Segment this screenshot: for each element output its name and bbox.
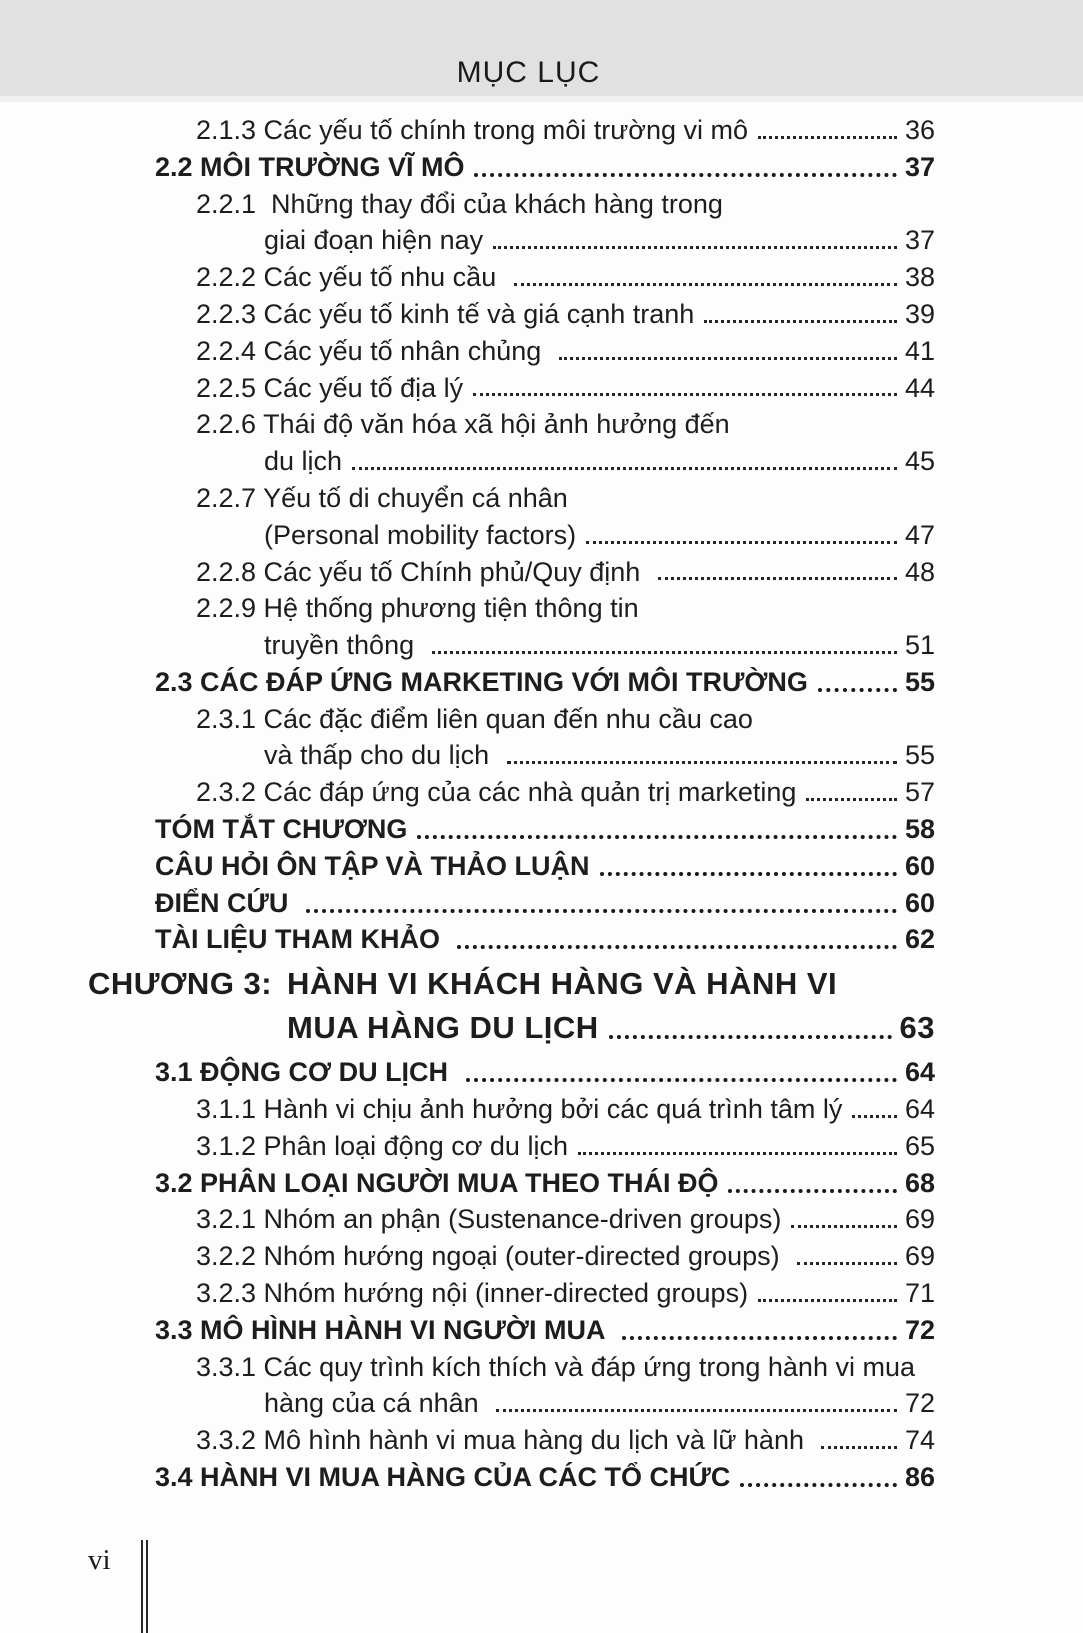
toc-entry-text: 2.3.2 Các đáp ứng của các nhà quản trị marketing <box>196 777 797 808</box>
dot-leader <box>474 173 896 177</box>
toc-entry-text: HÀNH VI KHÁCH HÀNG VÀ HÀNH VI <box>287 965 838 1001</box>
toc-entry-row <box>88 846 935 883</box>
toc-page-number: 48 <box>904 556 935 587</box>
dot-leader <box>758 136 897 139</box>
toc-entry-text: 2.2.7 Yếu tố di chuyển cá nhân <box>196 482 568 513</box>
toc-entry-text: hàng của cá nhân <box>264 1388 487 1419</box>
toc-page-number: 72 <box>904 1388 935 1419</box>
toc-page-number: 55 <box>904 666 935 697</box>
dot-leader <box>507 761 897 764</box>
toc-entry-row <box>88 1420 935 1457</box>
toc-page-number: 36 <box>904 114 935 145</box>
toc-page-number: 39 <box>904 298 935 329</box>
chapter-label: CHƯƠNG 3: <box>88 965 273 1001</box>
dot-leader <box>758 1299 897 1302</box>
dot-leader <box>821 1446 896 1449</box>
toc-entry-text: 2.2.9 Hệ thống phương tiện thông tin <box>196 593 639 624</box>
dot-leader <box>740 1483 897 1487</box>
toc-entry-text: du lịch <box>264 446 343 477</box>
dot-leader <box>600 872 897 876</box>
toc-entry-text: 3.2.3 Nhóm hướng nội (inner-directed groups) <box>196 1278 749 1309</box>
dot-leader <box>493 246 897 249</box>
toc-page-number: 72 <box>904 1314 935 1345</box>
toc-entry-row <box>88 1347 935 1384</box>
toc-entry-text: 3.1.2 Phân loại động cơ du lịch <box>196 1130 568 1161</box>
toc-entry-row <box>88 147 935 184</box>
toc-entry-row <box>88 368 935 405</box>
dot-leader <box>559 357 897 360</box>
toc-entry-row <box>88 1200 935 1237</box>
toc <box>88 110 935 1494</box>
toc-entry-text: CÂU HỎI ÔN TẬP VÀ THẢO LUẬN <box>155 850 590 881</box>
toc-entry-text: ĐIỂN CỨU <box>155 887 296 918</box>
toc-page-number: 71 <box>904 1278 935 1309</box>
toc-entry-row <box>88 625 935 662</box>
toc-page-number: 45 <box>904 446 935 477</box>
toc-entry-text: 2.2 MÔI TRƯỜNG VĨ MÔ <box>155 151 465 182</box>
dot-leader <box>496 1409 897 1412</box>
toc-entry-row <box>88 515 935 552</box>
toc-page-number: 64 <box>904 1094 935 1125</box>
toc-page-number: 64 <box>904 1057 935 1088</box>
dot-leader <box>432 651 897 654</box>
toc-entry-text: 3.3.2 Mô hình hành vi mua hàng du lịch và lữ hành <box>196 1425 812 1456</box>
toc-page-number: 62 <box>904 924 935 955</box>
toc-page-number: 38 <box>904 262 935 293</box>
toc-entry-text: và thấp cho du lịch <box>264 740 497 771</box>
toc-entry-text: 3.3 MÔ HÌNH HÀNH VI NGƯỜI MUA <box>155 1314 612 1345</box>
toc-entry-row <box>88 699 935 736</box>
dot-leader <box>457 945 896 949</box>
dot-leader <box>728 1189 896 1193</box>
toc-entry-row <box>88 1052 935 1089</box>
toc-entry-text: 3.1 ĐỘNG CƠ DU LỊCH <box>155 1057 456 1088</box>
dot-leader <box>622 1336 897 1340</box>
toc-entry-row <box>88 662 935 699</box>
page-title: MỤC LỤC <box>456 56 601 89</box>
toc-page-number: 44 <box>904 372 935 403</box>
toc-entry-text: 2.2.8 Các yếu tố Chính phủ/Quy định <box>196 556 648 587</box>
toc-entry-row <box>88 441 935 478</box>
toc-entry-row <box>88 294 935 331</box>
toc-entry-text: 3.4 HÀNH VI MUA HÀNG CỦA CÁC TỔ CHỨC <box>155 1462 731 1493</box>
toc-entry-row <box>88 478 935 515</box>
toc-entry-row <box>88 1384 935 1421</box>
toc-page-number: 37 <box>904 225 935 256</box>
toc-page-number: 63 <box>899 1009 935 1045</box>
toc-page-number: 41 <box>904 335 935 366</box>
dot-leader <box>818 688 897 692</box>
toc-entry-row <box>88 1163 935 1200</box>
toc-entry-row <box>88 736 935 773</box>
toc-entry-text: 2.2.4 Các yếu tố nhân chủng <box>196 335 549 366</box>
toc-entry-text: 2.1.3 Các yếu tố chính trong môi trường vi mô <box>196 114 749 145</box>
toc-entry-row <box>88 1089 935 1126</box>
toc-page-number: 51 <box>904 630 935 661</box>
toc-page-number: 60 <box>904 850 935 881</box>
toc-entry-row <box>88 1310 935 1347</box>
toc-entry-text: 2.2.6 Thái độ văn hóa xã hội ảnh hưởng đến <box>196 409 730 440</box>
toc-entry-text: 2.2.2 Các yếu tố nhu cầu <box>196 262 504 293</box>
toc-entry-text: 2.3.1 Các đặc điểm liên quan đến nhu cầu cao <box>196 703 753 734</box>
toc-entry-row <box>88 552 935 589</box>
toc-entry-row <box>88 257 935 294</box>
toc-entry-row <box>88 772 935 809</box>
toc-page-number: 60 <box>904 887 935 918</box>
toc-page-number: 65 <box>904 1130 935 1161</box>
toc-page-number: 69 <box>904 1241 935 1272</box>
toc-entry-row <box>88 920 935 957</box>
dot-leader <box>852 1115 897 1118</box>
toc-page-number: 68 <box>904 1167 935 1198</box>
toc-entry-text: giai đoạn hiện nay <box>264 225 484 256</box>
dot-leader <box>791 1225 897 1228</box>
toc-entry-row <box>88 1126 935 1163</box>
dot-leader <box>466 1078 897 1082</box>
dot-leader <box>352 467 897 470</box>
toc-entry-text: 3.1.1 Hành vi chịu ảnh hưởng bởi các quá trình tâm lý <box>196 1094 843 1125</box>
toc-entry-row <box>88 110 935 147</box>
toc-entry-row <box>88 809 935 846</box>
toc-page-number: 47 <box>904 519 935 550</box>
dot-leader <box>806 798 897 801</box>
toc-entry-text: (Personal mobility factors) <box>264 519 577 550</box>
dot-leader <box>586 541 897 544</box>
toc-entry-row <box>88 883 935 920</box>
toc-entry-text: truyền thông <box>264 630 422 661</box>
toc-page-number: 55 <box>904 740 935 771</box>
toc-page-number: 86 <box>904 1462 935 1493</box>
toc-page-number: 69 <box>904 1204 935 1235</box>
toc-page-number: 58 <box>904 814 935 845</box>
toc-entry-text: 3.2.2 Nhóm hướng ngoại (outer-directed groups) <box>196 1241 788 1272</box>
toc-entry-row <box>88 1236 935 1273</box>
dot-leader <box>578 1152 897 1155</box>
toc-entry-text: 2.2.3 Các yếu tố kinh tế và giá cạnh tranh <box>196 298 695 329</box>
dot-leader <box>609 1035 892 1039</box>
toc-entry-row <box>88 1002 935 1046</box>
dot-leader <box>658 577 897 580</box>
dot-leader <box>514 283 897 286</box>
dot-leader <box>417 835 897 839</box>
toc-entry-row <box>88 404 935 441</box>
toc-entry-text: MUA HÀNG DU LỊCH <box>287 1009 599 1045</box>
dot-leader <box>797 1262 897 1265</box>
toc-entry-row <box>88 184 935 221</box>
toc-entry-row <box>88 588 935 625</box>
toc-entry-text: 3.2.1 Nhóm an phận (Sustenance-driven groups) <box>196 1204 782 1235</box>
footer-page-number: vi <box>88 1544 111 1576</box>
toc-page-number: 37 <box>904 151 935 182</box>
toc-entry-text: 2.2.5 Các yếu tố địa lý <box>196 372 464 403</box>
toc-entry-text: 2.3 CÁC ĐÁP ỨNG MARKETING VỚI MÔI TRƯỜNG <box>155 666 808 697</box>
toc-entry-text: 2.2.1 Những thay đổi của khách hàng trong <box>196 188 723 219</box>
toc-entry-row <box>88 331 935 368</box>
toc-entry-text: 3.3.1 Các quy trình kích thích và đáp ứng trong hành vi mua <box>196 1351 915 1382</box>
footer-double-rule <box>141 1540 148 1633</box>
toc-entry-row <box>88 220 935 257</box>
toc-entry-text: 3.2 PHÂN LOẠI NGƯỜI MUA THEO THÁI ĐỘ <box>155 1167 719 1198</box>
toc-page-number: 57 <box>904 777 935 808</box>
toc-entry-row <box>88 958 935 1002</box>
dot-leader <box>473 393 897 396</box>
header-band <box>0 0 1083 102</box>
dot-leader <box>704 320 897 323</box>
toc-entry-text: TÓM TẮT CHƯƠNG <box>155 814 408 845</box>
toc-page-number: 74 <box>904 1425 935 1456</box>
toc-entry-row <box>88 1273 935 1310</box>
dot-leader <box>306 909 897 913</box>
toc-entry-row <box>88 1457 935 1494</box>
toc-entry-text: TÀI LIỆU THAM KHẢO <box>155 924 448 955</box>
